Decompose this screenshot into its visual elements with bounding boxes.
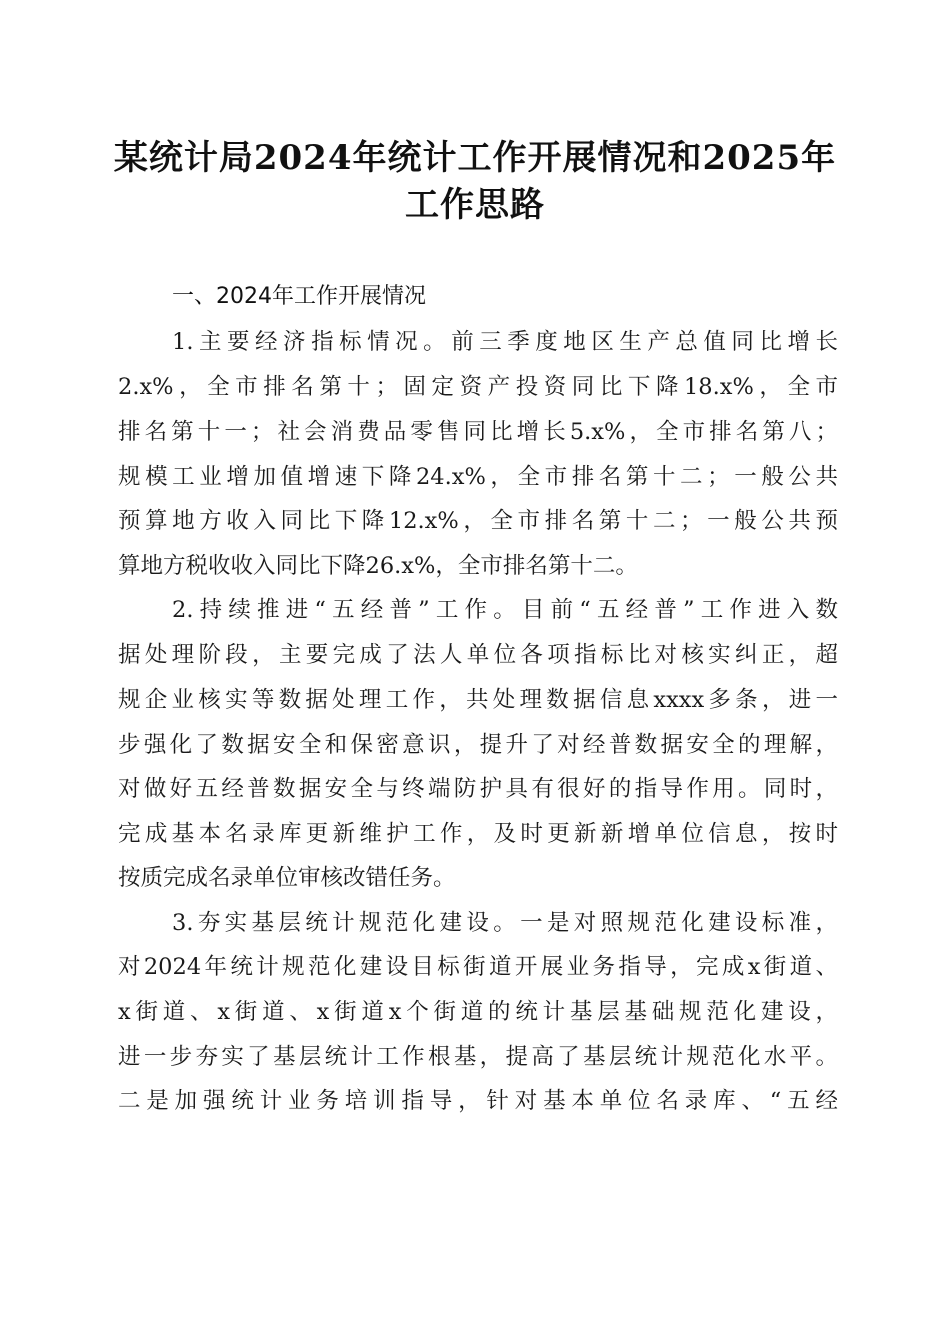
document-title-line-2: 工作思路: [405, 185, 545, 225]
paragraph-2-line: 按质完成名录单位审核改错任务。: [118, 865, 456, 891]
paragraph-2-line: 对做好五经普数据安全与终端防护具有很好的指导作用。同时，: [118, 776, 838, 802]
paragraph-2-line: 规企业核实等数据处理工作，共处理数据信息xxxx多条，进一: [118, 687, 838, 713]
paragraph-1-line: 1.主要经济指标情况。前三季度地区生产总值同比增长: [172, 329, 838, 355]
section-heading: 一、2024年工作开展情况: [172, 284, 426, 309]
document-title-line-1: 某统计局2024年统计工作开展情况和2025年: [113, 138, 837, 178]
paragraph-2-line: 据处理阶段，主要完成了法人单位各项指标比对核实纠正，超: [118, 642, 838, 668]
paragraph-3-line: 进一步夯实了基层统计工作根基，提高了基层统计规范化水平。: [118, 1044, 838, 1070]
paragraph-1-line: 算地方税收收入同比下降26.x%，全市排名第十二。: [118, 553, 638, 579]
paragraph-3-line: 对2024年统计规范化建设目标街道开展业务指导，完成x街道、: [118, 954, 838, 980]
paragraph-1-line: 预算地方收入同比下降12.x%，全市排名第十二；一般公共预: [118, 508, 838, 534]
paragraph-1-line: 2.x%，全市排名第十；固定资产投资同比下降18.x%，全市: [118, 374, 838, 400]
paragraph-2-line: 完成基本名录库更新维护工作，及时更新新增单位信息，按时: [118, 821, 838, 847]
paragraph-1-line: 排名第十一；社会消费品零售同比增长5.x%，全市排名第八；: [118, 419, 838, 445]
paragraph-3-line: 3.夯实基层统计规范化建设。一是对照规范化建设标准，: [172, 910, 838, 936]
paragraph-1-line: 规模工业增加值增速下降24.x%，全市排名第十二；一般公共: [118, 464, 838, 490]
paragraph-2-line: 步强化了数据安全和保密意识，提升了对经普数据安全的理解，: [118, 732, 838, 758]
paragraph-3-line: x街道、x街道、x街道x个街道的统计基层基础规范化建设，: [118, 999, 838, 1025]
paragraph-3-line: 二是加强统计业务培训指导，针对基本单位名录库、“五经: [118, 1088, 838, 1114]
paragraph-2-line: 2.持续推进“五经普”工作。目前“五经普”工作进入数: [172, 597, 838, 623]
